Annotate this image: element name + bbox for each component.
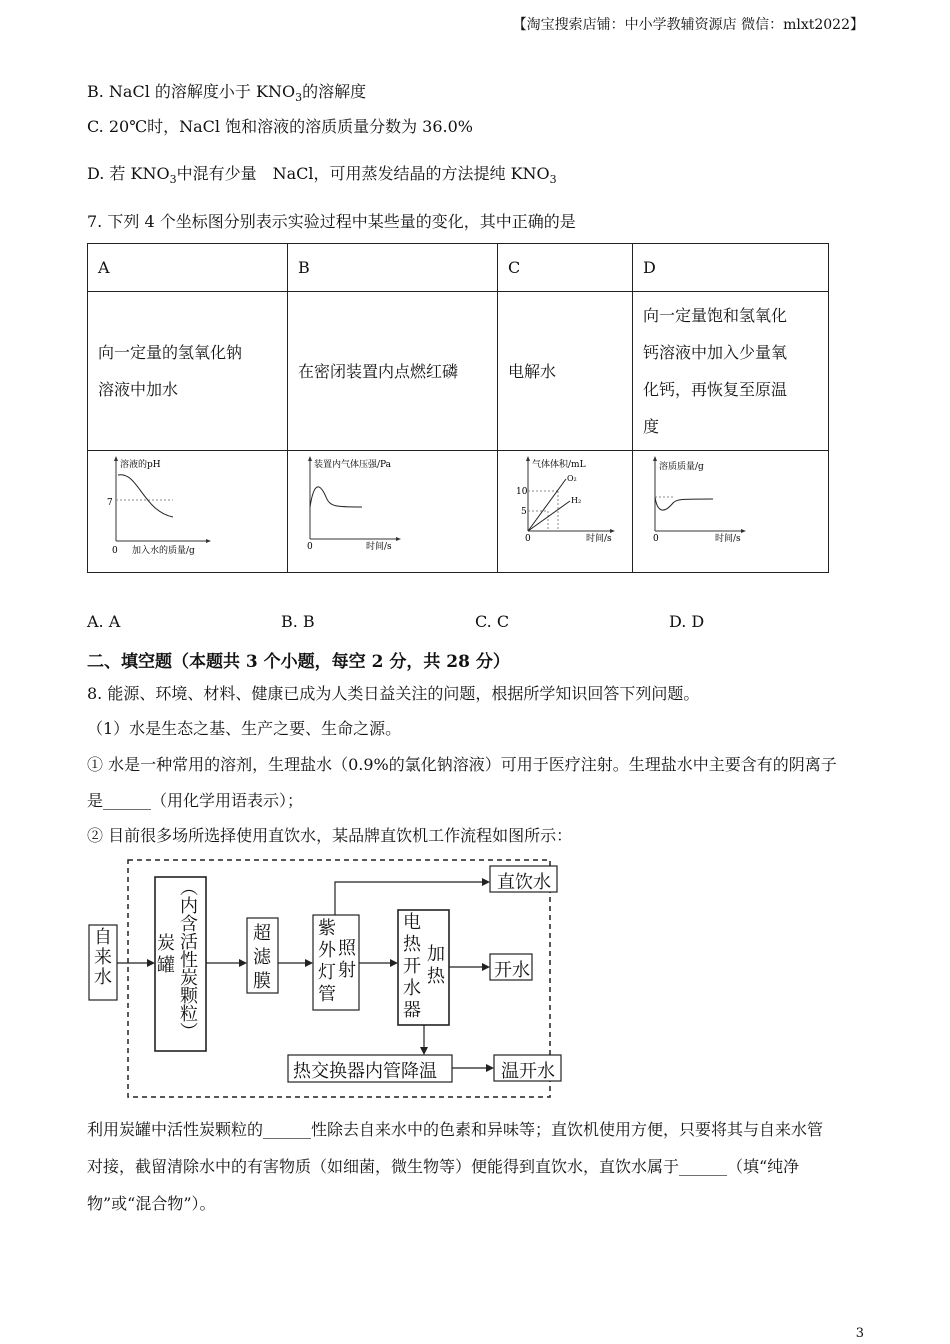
q8-para-line1: 利用炭罐中活性炭颗粒的______性除去自来水中的色素和异味等；直饮机使用方便，只要将其与自来水管: [87, 1120, 824, 1139]
graph-d-origin: 0: [653, 534, 659, 544]
flow-out-boiling: 开水: [494, 960, 530, 981]
graph-d-ylabel: 溶质质量/g: [659, 462, 704, 472]
q6-option-b: B. NaCl 的溶解度小于 $KNO_3$的溶解度: [87, 82, 367, 105]
q7-table: [87, 243, 829, 573]
q7-answer-a: A. A: [87, 612, 121, 631]
q7-stem: 7. 下列 4 个坐标图分别表示实验过程中某些量的变化，其中正确的是: [87, 212, 576, 231]
graph-d: [643, 451, 818, 572]
page-header: 【淘宝搜索店铺：中小学教辅资源店 微信：mlxt2022】: [512, 17, 864, 33]
q7-answer-c: C. C: [475, 612, 510, 631]
section-2-title: 二、填空题（本题共 3 个小题，每空 2 分，共 28 分）: [87, 652, 510, 672]
graph-c-series-o2: O₂: [567, 474, 577, 483]
graph-c-ylabel: 气体体积/mL: [532, 460, 586, 470]
flow-tank-label: 炭罐: [157, 933, 175, 976]
q8-item1-line1: ① 水是一种常用的溶剂，生理盐水（0.9%的氯化钠溶液）可用于医疗注射。生理盐水中主要含有的阴离子: [87, 755, 837, 774]
q8-sub1: （1）水是生态之基、生产之要、生命之源。: [87, 719, 402, 738]
q7-answer-d: D. D: [669, 612, 705, 631]
graph-c-xlabel: 时间/s: [586, 534, 612, 544]
col-c-header: C: [498, 244, 633, 292]
graph-d-cell: [633, 451, 829, 573]
flow-exchanger-label: 热交换器内管降温: [293, 1061, 437, 1082]
q8-para-line2: 对接，截留清除水中的有害物质（如细菌，微生物等）便能得到直饮水，直饮水属于______（填“纯净: [87, 1157, 800, 1176]
flow-out-warm: 温开水: [501, 1061, 555, 1082]
graph-b-origin: 0: [307, 542, 313, 552]
flow-heater-label: 电热开水器: [403, 912, 421, 1021]
flow-tank-note: （内含活性炭颗粒）: [177, 878, 198, 1040]
col-a-header: A: [88, 244, 288, 292]
flow-out-direct: 直饮水: [497, 872, 551, 893]
desc-b: 在密闭装置内点燃红磷: [288, 292, 498, 451]
col-b-header: B: [288, 244, 498, 292]
graph-a-origin: 0: [112, 546, 118, 556]
graph-a-xlabel: 加入水的质量/g: [132, 546, 195, 556]
q6-option-d: D. 若 $KNO_3$中混有少量 NaCl，可用蒸发结晶的方法提纯 $KNO_3$: [87, 164, 557, 187]
flow-heat-note: 加热: [427, 944, 445, 987]
desc-d: 向一定量饱和氢氧化 钙溶液中加入少量氧 化钙，再恢复至原温 度: [633, 292, 829, 451]
graph-b: [298, 451, 487, 572]
flow-membrane-label: 超滤膜: [253, 923, 271, 992]
graph-c-series-h2: H₂: [571, 496, 582, 505]
q7-answer-b: B. B: [281, 612, 315, 631]
desc-c: 电解水: [498, 292, 633, 451]
graph-a: [98, 451, 277, 572]
graph-c-ytick-10: 10: [516, 487, 528, 497]
col-d-header: D: [633, 244, 829, 292]
graph-c-ytick-5: 5: [521, 507, 527, 517]
q8-para-line3: 物”或“混合物”）。: [87, 1194, 216, 1213]
graph-c: [508, 451, 622, 572]
graph-c-origin: 0: [525, 534, 531, 544]
q8-stem: 8. 能源、环境、材料、健康已成为人类日益关注的问题，根据所学知识回答下列问题。: [87, 684, 700, 703]
q6-option-c: C. 20℃时，NaCl 饱和溶液的溶质质量分数为 36.0%: [87, 117, 474, 136]
graph-b-cell: [288, 451, 498, 573]
flow-uv-label: 紫外灯管: [318, 918, 336, 1005]
desc-a: 向一定量的氢氧化钠 溶液中加水: [88, 292, 288, 451]
graph-b-xlabel: 时间/s: [366, 542, 392, 552]
page-number: 3: [855, 1326, 864, 1341]
graph-c-cell: [498, 451, 633, 573]
graph-d-xlabel: 时间/s: [715, 534, 741, 544]
q8-item1-line2: 是______（用化学用语表示）；: [87, 791, 304, 810]
q8-item2: ② 目前很多场所选择使用直饮水，某品牌直饮机工作流程如图所示：: [87, 826, 573, 845]
graph-a-cell: [88, 451, 288, 573]
flow-uv-note: 照射: [338, 938, 356, 981]
graph-b-ylabel: 装置内气体压强/Pa: [314, 460, 392, 470]
graph-a-ytick: 7: [107, 498, 113, 508]
graph-a-ylabel: 溶液的pH: [120, 460, 161, 470]
flow-source-label: 自来水: [94, 927, 112, 988]
